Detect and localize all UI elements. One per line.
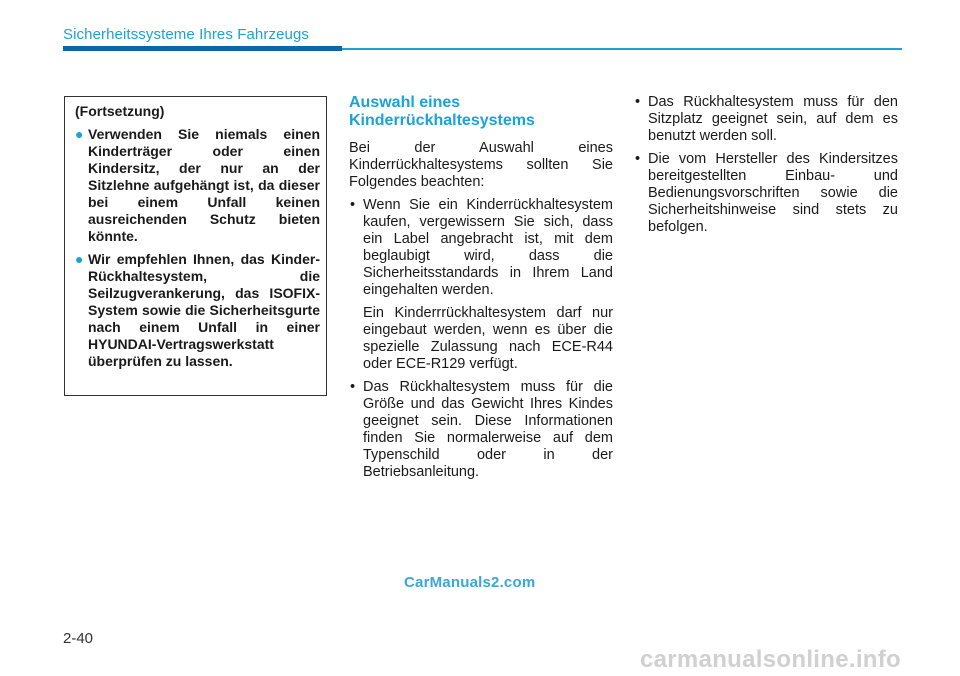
bullet-dot-icon: • bbox=[350, 197, 356, 213]
intro-paragraph: Bei der Auswahl eines Kinderrückhaltesystems sollten Sie Folgendes beachten: bbox=[349, 140, 613, 190]
bullet-dot-icon: ● bbox=[75, 126, 84, 142]
list-item-text: Wenn Sie ein Kinderrückhaltesystem kaufen, vergewissern Sie sich, dass ein Label angebracht ist, mit dem beglaubigt wird, dass die Sicherheitsstandards in Ihrem Land eingehalten werden. bbox=[363, 197, 613, 298]
page-number: 2-40 bbox=[63, 630, 94, 647]
watermark-link[interactable]: CarManuals2.com bbox=[404, 574, 536, 591]
footer-site-watermark: carmanualsonline.info bbox=[640, 646, 902, 673]
note-item bbox=[75, 126, 320, 245]
note-item-text: Wir empfehlen Ihnen, das Kinder-Rückhaltesystem, die Seilzugverankerung, das ISOFIX-System sowie die Sicherheitsgurte nach einem Unfall in einer HYUNDAI-Vertragswerkstatt überprüfen zu lassen. bbox=[88, 251, 320, 369]
bullet-dot-icon: ● bbox=[75, 251, 84, 267]
right-column bbox=[634, 94, 898, 242]
list-item-subparagraph: Ein Kinderrrückhaltesystem darf nur eingebaut werden, wenn es über die spezielle Zulassung nach ECE-R44 oder ECE-R129 verfügt. bbox=[363, 305, 613, 372]
bullet-dot-icon: • bbox=[635, 94, 641, 110]
note-item bbox=[75, 251, 320, 370]
bullet-dot-icon: • bbox=[635, 151, 641, 167]
list-item-text: Das Rückhaltesystem muss für die Größe und das Gewicht Ihres Kindes geeignet sein. Diese Informationen finden Sie normalerweise auf dem Typenschild oder in der Betriebsanleitung. bbox=[363, 379, 613, 480]
list-item bbox=[634, 94, 898, 145]
list-item bbox=[634, 151, 898, 236]
list-item-text: Das Rückhaltesystem muss für den Sitzplatz geeignet sein, auf dem es benutzt werden soll. bbox=[648, 94, 898, 144]
list-item bbox=[349, 197, 613, 299]
list-item-text: Die vom Hersteller des Kindersitzes bereitgestellten Einbau- und Bedienungsvorschriften sowie die Sicherheitshinweise sind stets zu befolgen. bbox=[648, 151, 898, 235]
section-header-title: Sicherheitssysteme Ihres Fahrzeugs bbox=[63, 26, 309, 43]
note-continuation-label: (Fortsetzung) bbox=[75, 103, 165, 119]
list-item bbox=[349, 379, 613, 481]
section-heading: Auswahl eines Kinderrückhaltesystems bbox=[349, 94, 535, 129]
header-rule-light bbox=[342, 48, 902, 50]
note-item-text: Verwenden Sie niemals einen Kinderträger oder einen Kindersitz, der nur an der Sitzlehne aufgehängt ist, da dieser bei einem Unfall keinen ausreichenden Schutz bieten könnte. bbox=[88, 126, 320, 244]
bullet-dot-icon: • bbox=[350, 379, 356, 395]
middle-column bbox=[349, 94, 613, 487]
header-rule-dark bbox=[63, 46, 342, 51]
warning-note-box bbox=[64, 96, 327, 396]
